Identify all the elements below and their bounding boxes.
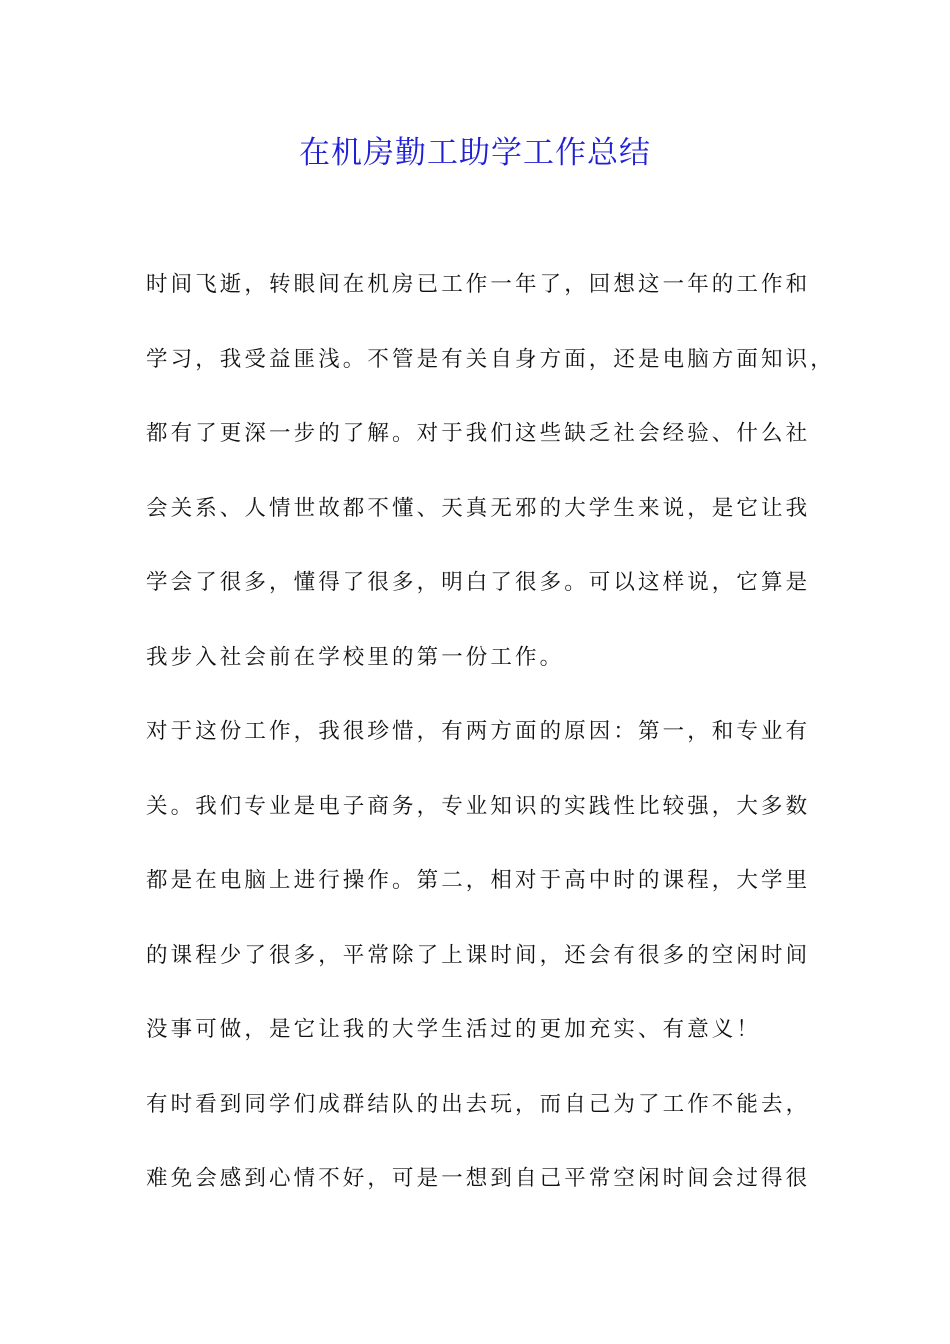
text-line: 会关系、人情世故都不懂、天真无邪的大学生来说，是它让我 xyxy=(146,495,811,521)
text-line: 难免会感到心情不好，可是一想到自己平常空闲时间会过得很 xyxy=(146,1166,811,1191)
text-line: 的课程少了很多，平常除了上课时间，还会有很多的空闲时间 xyxy=(146,942,811,968)
text-line: 学会了很多，懂得了很多，明白了很多。可以这样说，它算是 xyxy=(146,570,811,595)
text-line: 有时看到同学们成群结队的出去玩，而自己为了工作不能去， xyxy=(146,1091,811,1117)
document-body xyxy=(146,262,835,1231)
text-line: 关。我们专业是电子商务，专业知识的实践性比较强，大多数 xyxy=(146,793,811,819)
text-line: 没事可做，是它让我的大学生活过的更加充实、有意义！ xyxy=(146,1017,762,1042)
text-line: 都是在电脑上进行操作。第二，相对于高中时的课程，大学里 xyxy=(146,868,811,893)
text-line: 对于这份工作，我很珍惜，有两方面的原因：第一，和专业有 xyxy=(146,719,811,744)
text-line: 都有了更深一步的了解。对于我们这些缺乏社会经验、什么社 xyxy=(146,421,811,446)
text-line: 学习，我受益匪浅。不管是有关自身方面，还是电脑方面知识， xyxy=(146,346,835,372)
text-line: 时间飞逝，转眼间在机房已工作一年了，回想这一年的工作和 xyxy=(146,272,811,297)
document-title: 在机房勤工助学工作总结 xyxy=(299,135,651,171)
text-line: 我步入社会前在学校里的第一份工作。 xyxy=(146,644,565,670)
